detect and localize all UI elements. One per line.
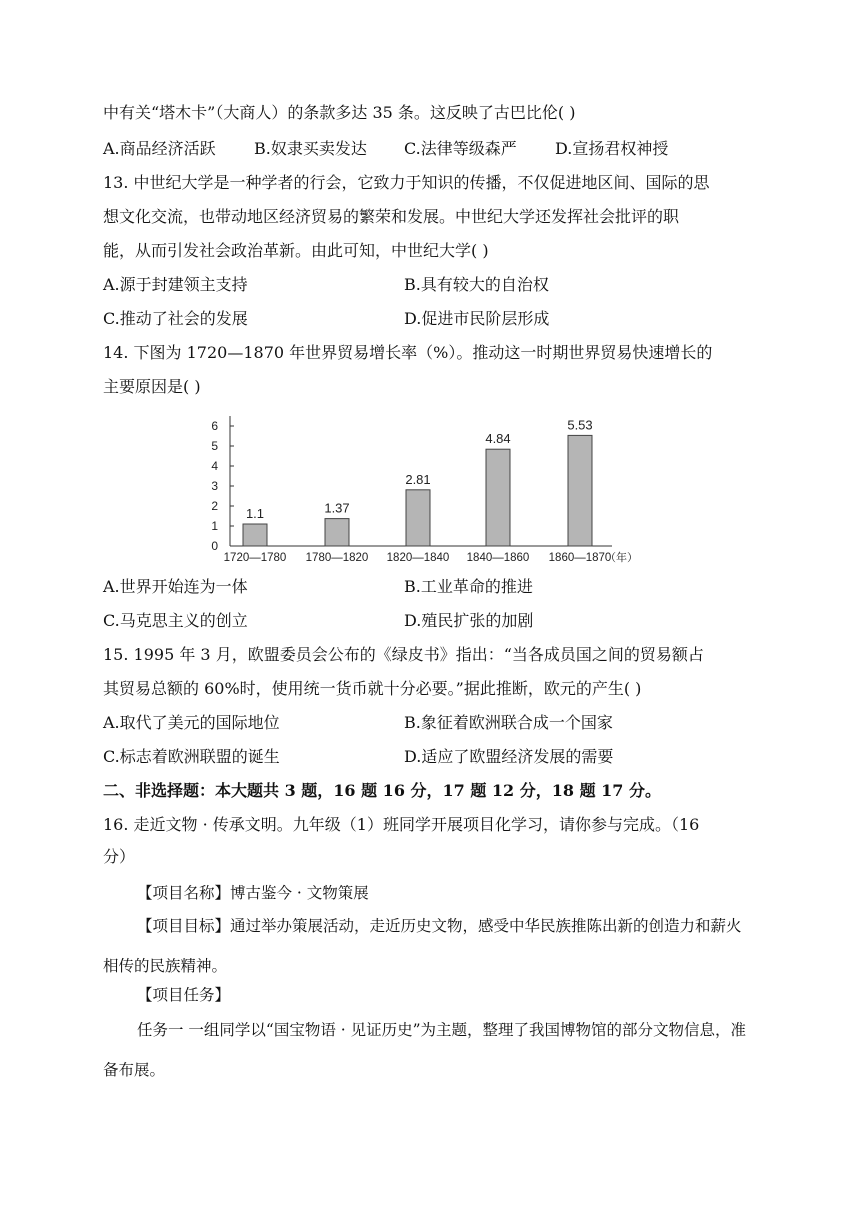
bar-2 [406, 490, 430, 546]
x-tick-label: 1780—1820 [305, 552, 369, 564]
q13-option-b: B.具有较大的自治权 [404, 275, 549, 294]
data-label: 4.84 [485, 431, 511, 447]
chart-bars [243, 435, 592, 546]
q13-option-a: A.源于封建领主支持 [103, 275, 248, 294]
q12-option-d: D.宣扬君权神授 [555, 139, 669, 158]
q15-option-a: A.取代了美元的国际地位 [103, 713, 280, 732]
q13-option-c: C.推动了社会的发展 [103, 309, 248, 328]
q14-stem-line-1: 14. 下图为 1720—1870 年世界贸易增长率（%）。推动这一时期世界贸易快速增长的 [103, 343, 713, 362]
y-tick-label: 0 [211, 539, 218, 553]
y-tick-label: 4 [211, 459, 218, 473]
q14-stem-line-2: 主要原因是( ) [103, 377, 201, 396]
task-one: 任务一 一组同学以“国宝物语 · 见证历史”为主题，整理了我国博物馆的部分文物信息，准备布展。 [103, 1021, 747, 1079]
q12-option-c: C.法律等级森严 [404, 139, 517, 158]
data-label: 1.1 [245, 506, 265, 521]
q12-option-b: B.奴隶买卖发达 [254, 139, 367, 158]
x-axis-unit: （年） [605, 552, 638, 564]
q14-option-c: C.马克思主义的创立 [103, 611, 248, 630]
y-tick-label: 2 [211, 499, 218, 513]
data-label: 5.53 [567, 417, 593, 433]
x-tick-label: 1860—1870 [548, 552, 612, 564]
q13-stem-line-2: 想文化交流，也带动地区经济贸易的繁荣和发展。中世纪大学还发挥社会批评的职 [103, 207, 680, 226]
y-tick-label: 5 [211, 439, 218, 453]
x-tick-label: 1720—1780 [223, 552, 287, 564]
q15-option-b: B.象征着欧洲联合成一个国家 [404, 713, 613, 732]
q13-option-d: D.促进市民阶层形成 [404, 309, 550, 328]
project-goal: 【项目目标】通过举办策展活动，走近历史文物，感受中华民族推陈出新的创造力和薪火相传的民族精神。 [103, 917, 742, 975]
q15-stem-line-1: 15. 1995 年 3 月，欧盟委员会公布的《绿皮书》指出：“当各成员国之间的贸易额占 [103, 645, 704, 664]
trade-growth-bar-chart [200, 408, 640, 570]
q14-option-a: A.世界开始连为一体 [103, 577, 248, 596]
data-label: 2.81 [405, 471, 431, 487]
q13-stem-line-3: 能，从而引发社会政治革新。由此可知，中世纪大学( ) [103, 241, 489, 260]
x-tick-label: 1820—1840 [386, 552, 450, 564]
bar-3 [486, 449, 510, 546]
x-tick-label: 1840—1860 [466, 552, 530, 564]
q16-stem-line-1: 16. 走近文物 · 传承文明。九年级（1）班同学开展项目化学习，请你参与完成。（16 [103, 815, 700, 834]
q16-stem-line-2: 分） [103, 847, 136, 866]
bar-0 [243, 524, 267, 546]
q15-option-d: D.适应了欧盟经济发展的需要 [404, 747, 614, 766]
q14-option-d: D.殖民扩张的加剧 [404, 611, 534, 630]
y-tick-label: 3 [211, 479, 218, 493]
q15-option-c: C.标志着欧洲联盟的诞生 [103, 747, 280, 766]
y-tick-label: 6 [211, 419, 218, 433]
bar-1 [325, 519, 349, 546]
q12-stem-tail: 中有关“塔木卡”（大商人）的条款多达 35 条。这反映了古巴比伦( ) [103, 103, 576, 122]
section-2-heading: 二、非选择题：本大题共 3 题，16 题 16 分，17 题 12 分，18 题 17 分。 [103, 781, 662, 800]
q14-option-b: B.工业革命的推进 [404, 577, 533, 596]
project-task-heading: 【项目任务】 [137, 986, 231, 1004]
q15-stem-line-2: 其贸易总额的 60%时，使用统一货币就十分必要。”据此推断，欧元的产生( ) [103, 679, 642, 698]
q13-stem-line-1: 13. 中世纪大学是一种学者的行会，它致力于知识的传播，不仅促进地区间、国际的思 [103, 173, 710, 192]
y-tick-label: 1 [211, 519, 218, 533]
bar-4 [568, 435, 592, 546]
data-label: 1.37 [324, 500, 350, 516]
q12-option-a: A.商品经济活跃 [103, 139, 216, 158]
project-name: 【项目名称】博古鉴今 · 文物策展 [137, 884, 369, 902]
